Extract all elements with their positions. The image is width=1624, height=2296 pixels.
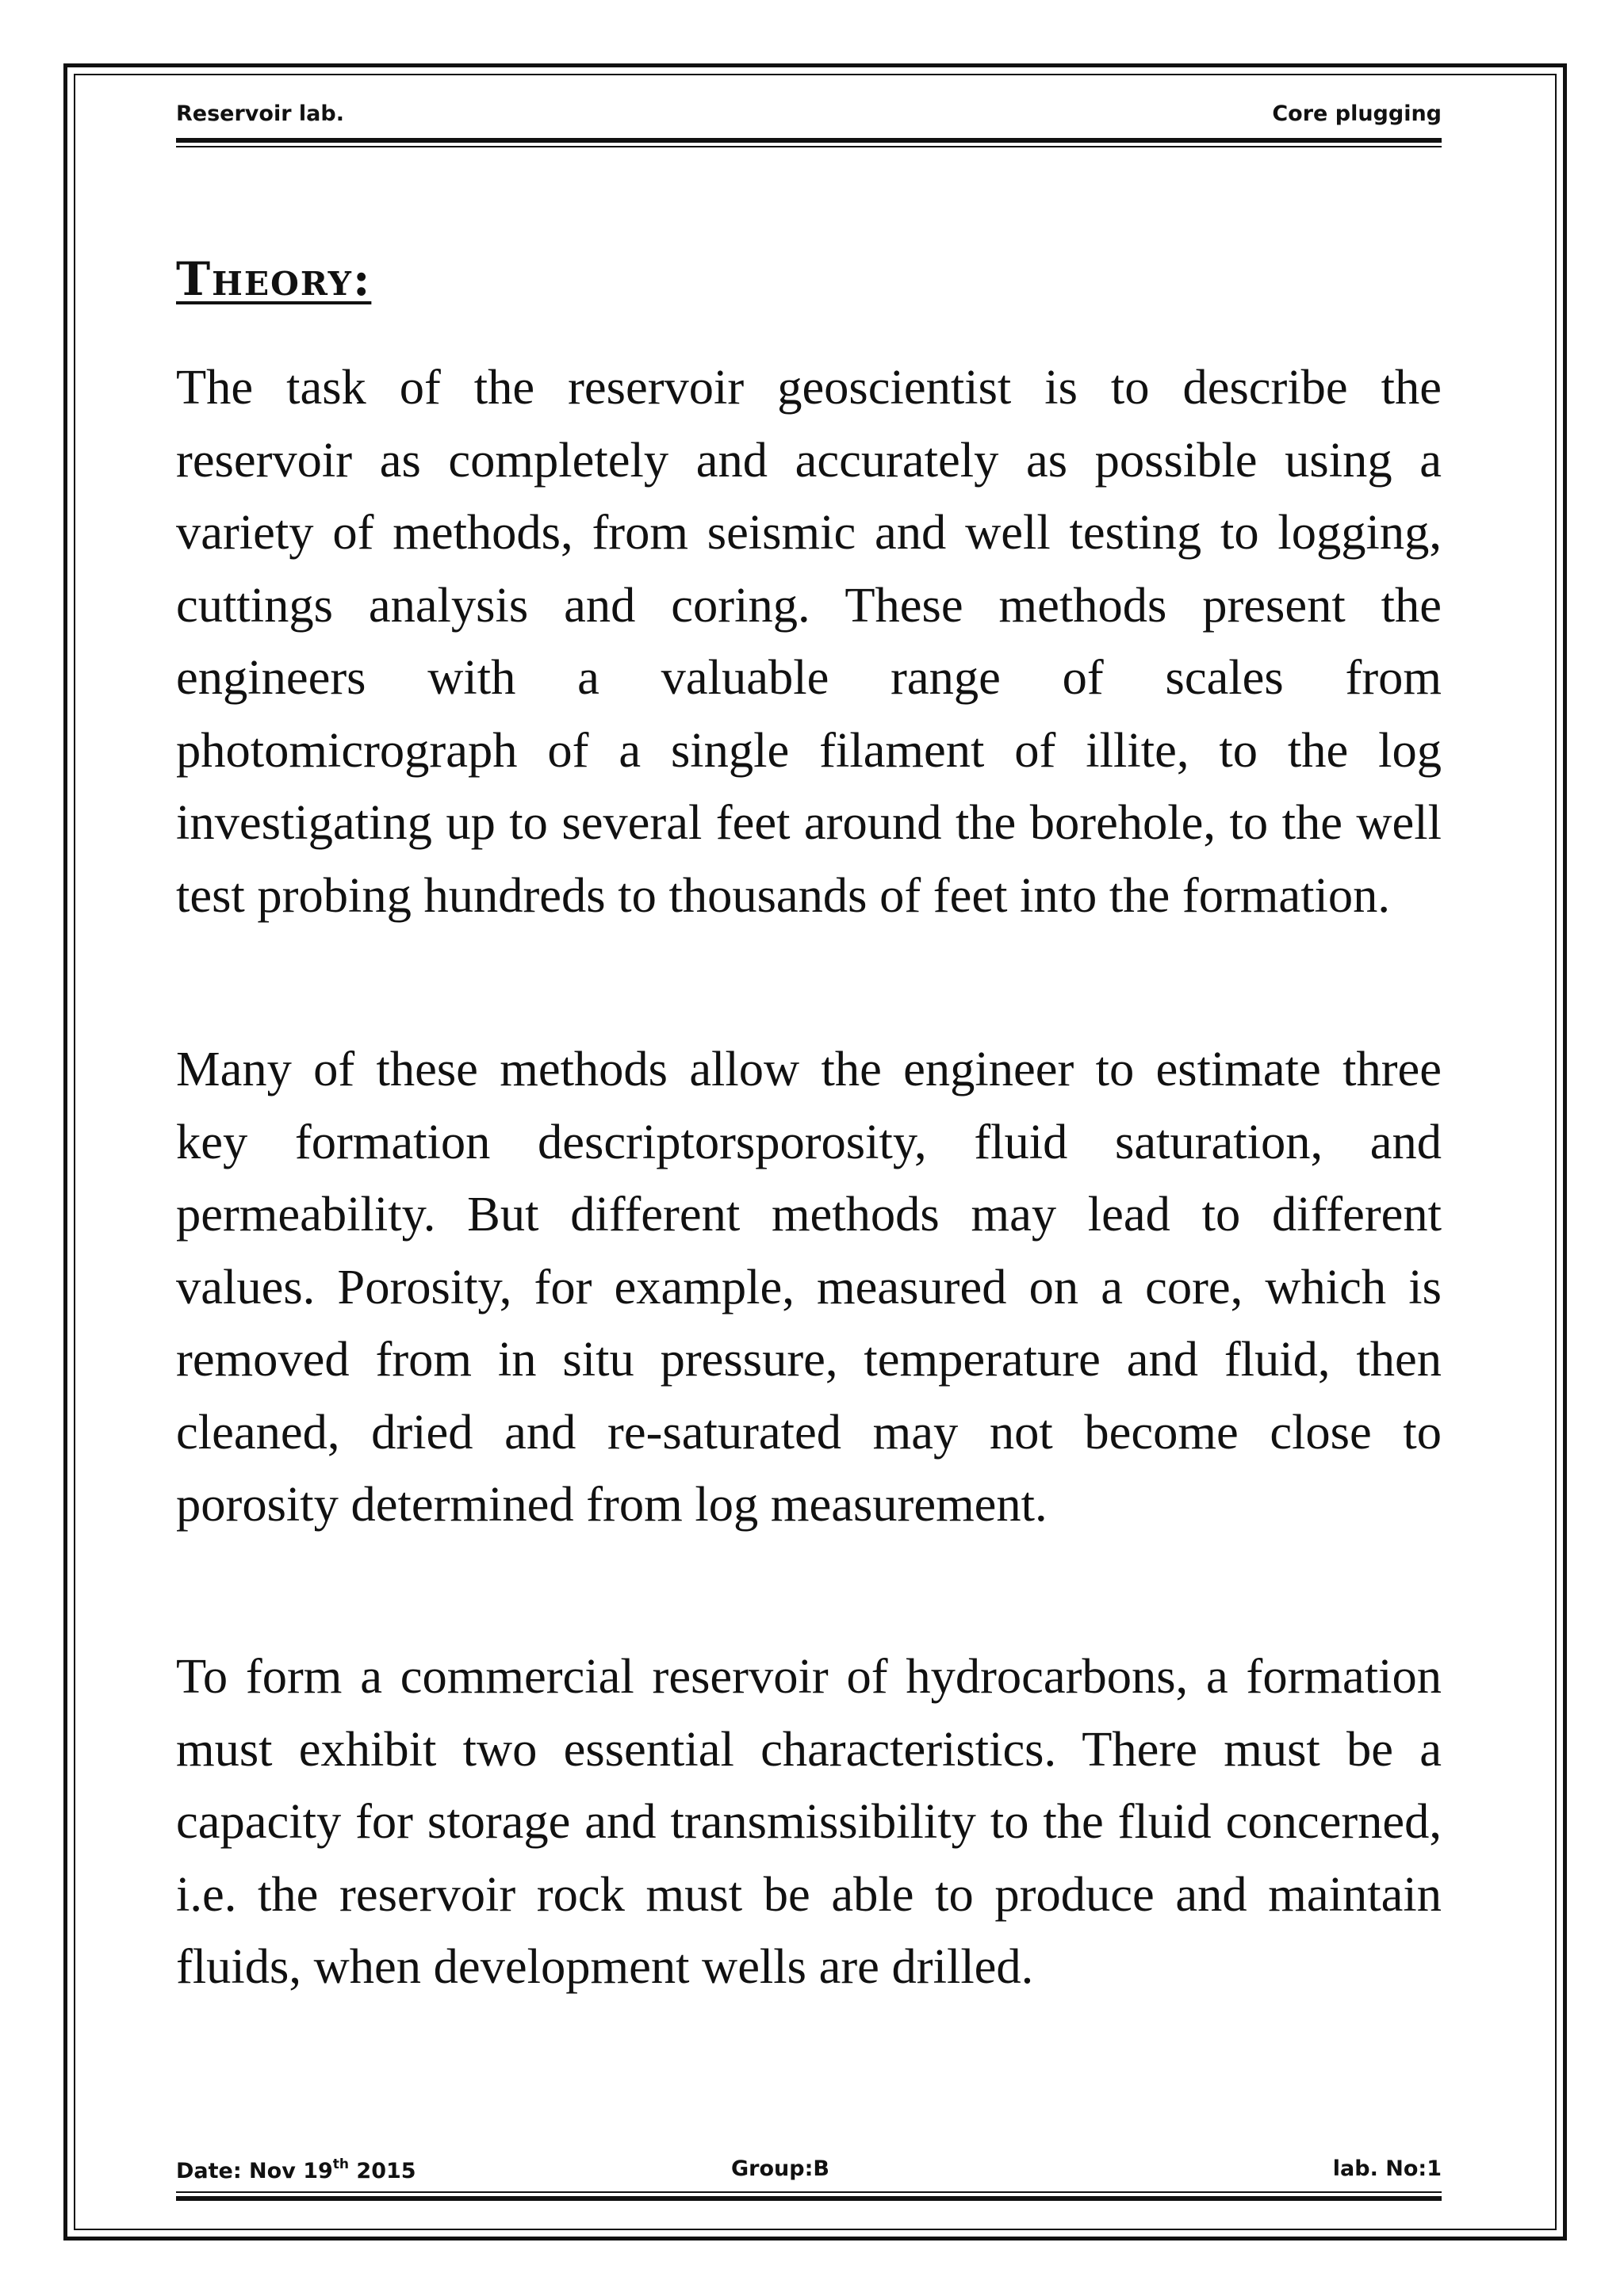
paragraph-3: To form a commercial reservoir of hydrocarbons, a formation must exhibit two essential characteristics. There must be a capacity for storage and transmissibility to the fluid concerned, i.e. the reservoir rock must be able to produce and maintain fluids, when development wells are drilled. <box>176 1648 1442 1994</box>
footer-rule-thin <box>176 2191 1442 2193</box>
footer-date-year: 2015 <box>349 2159 416 2183</box>
footer-lab-no: lab. No:1 <box>1332 2156 1442 2181</box>
footer-date <box>176 2156 416 2183</box>
page-header <box>176 97 1442 128</box>
header-left: Reservoir lab. <box>176 101 344 126</box>
header-rule-thin <box>176 146 1442 147</box>
footer-rule-thick <box>176 2196 1442 2201</box>
header-rule-thick <box>176 138 1442 143</box>
footer-date-sup: th <box>332 2156 350 2172</box>
footer-group: Group:B <box>731 2156 829 2181</box>
section-title: Theory: <box>176 252 372 306</box>
paragraph-2: Many of these methods allow the engineer to estimate three key formation descriptorsporosity, fluid saturation, and permeability. But different methods may lead to different values. Porosity, for example, measured on a core, which is removed from in situ pressure, temperature and fluid, then cleaned, dried and re-saturated may not become close to porosity determined from log measurement. <box>176 1041 1442 1532</box>
page-footer <box>176 2156 1442 2188</box>
header-right: Core plugging <box>1272 101 1442 126</box>
paragraph-1: The task of the reservoir geoscientist is to describe the reservoir as completely and accurately as possible using a variety of methods, from seismic and well testing to logging, cuttings analysis and coring. These methods present the engineers with a valuable range of scales from photomicrograph of a single filament of illite, to the log investigating up to several feet around the borehole, to the well test probing hundreds to thousands of feet into the formation. <box>176 359 1442 923</box>
footer-date-prefix: Date: Nov 19 <box>176 2159 333 2183</box>
